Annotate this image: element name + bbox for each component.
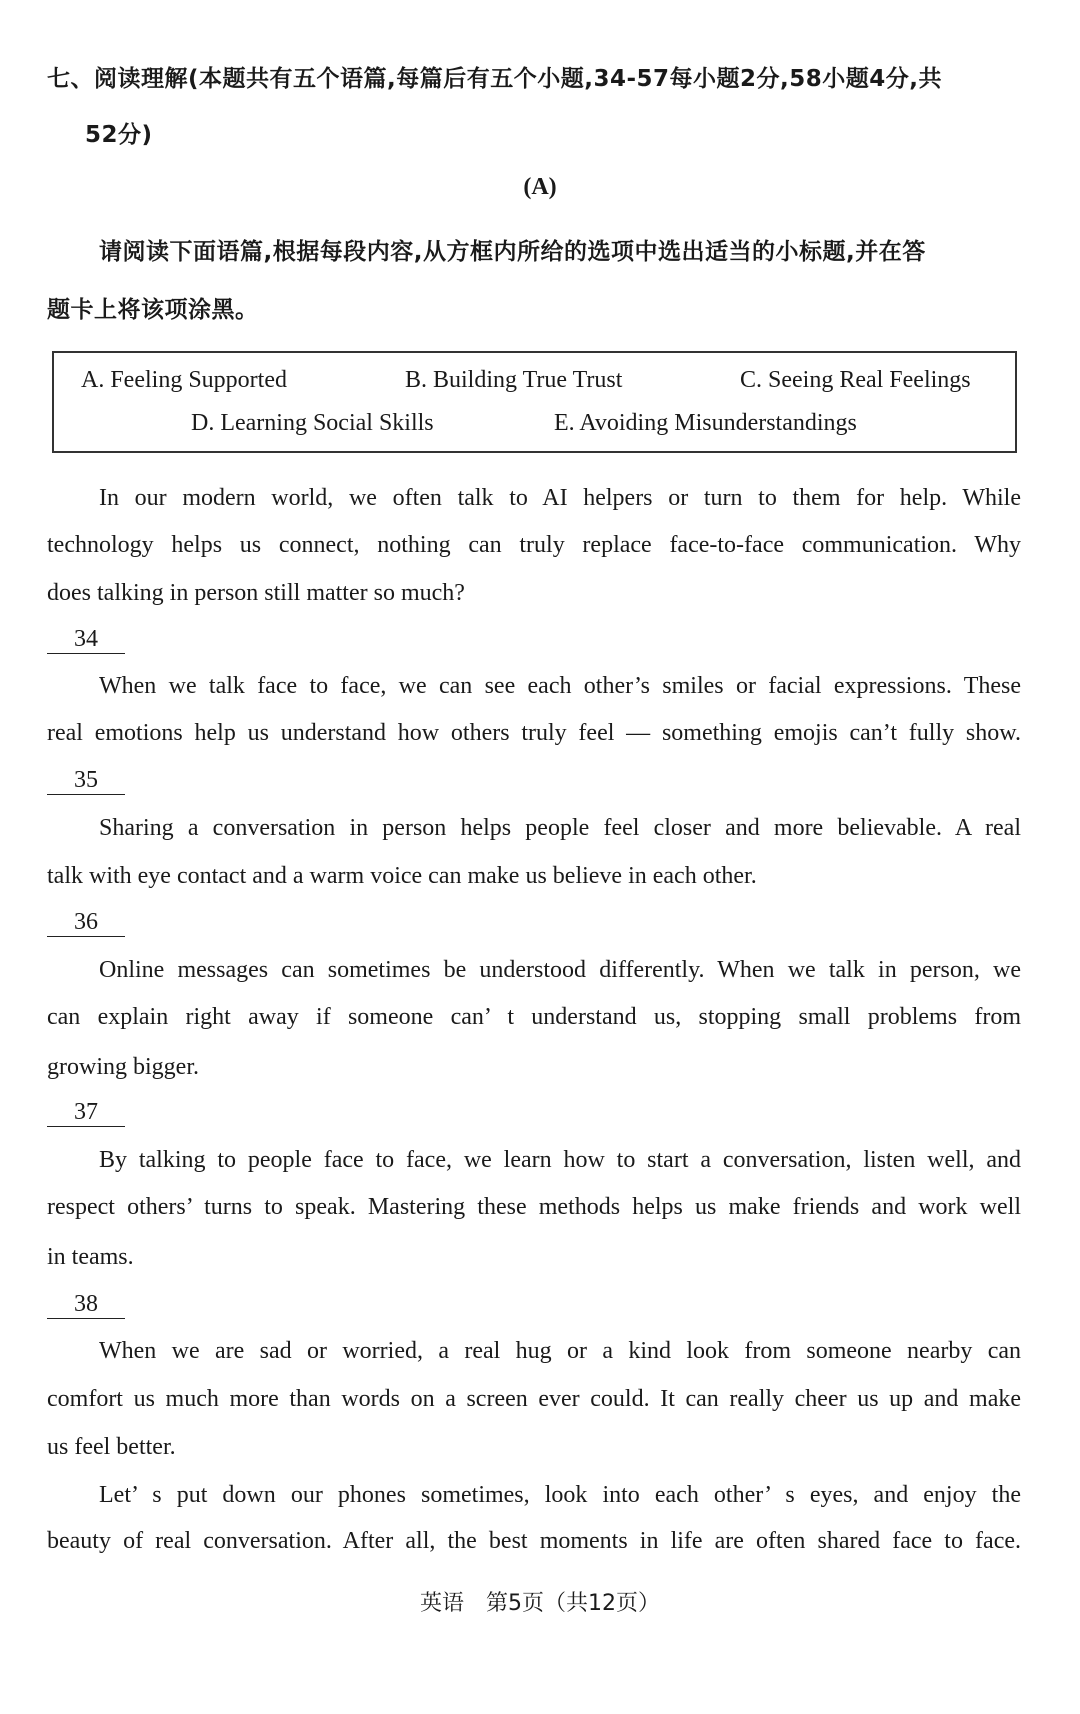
paragraph-5-line: By talking to people face to face, we learn how to start a conversation, listen well, and	[99, 1147, 1021, 1173]
paragraph-4-line: can explain right away if someone can’ t understand us, stopping small problems from	[47, 1004, 1021, 1030]
paragraph-1-line: technology helps us connect, nothing can truly replace face-to-face communication. Why	[47, 532, 1021, 558]
paragraph-6-line: us feel better.	[47, 1434, 176, 1460]
paragraph-6-line: When we are sad or worried, a real hug or a kind look from someone nearby can	[99, 1338, 1021, 1364]
blank-35: 35	[47, 766, 125, 795]
paragraph-5-line: respect others’ turns to speak. Mastering these methods helps us make friends and work well	[47, 1194, 1021, 1220]
paragraph-3-line: talk with eye contact and a warm voice can make us believe in each other.	[47, 863, 757, 889]
blank-34: 34	[47, 625, 125, 654]
options-box	[52, 351, 1017, 453]
paragraph-4-line: growing bigger.	[47, 1054, 199, 1080]
section-header-line2: 52分)	[85, 122, 153, 148]
blank-37: 37	[47, 1098, 125, 1127]
paragraph-3-line: Sharing a conversation in person helps people feel closer and more believable. A real	[99, 815, 1021, 841]
option-c: C. Seeing Real Feelings	[740, 367, 971, 393]
page-footer: 英语 第5页（共12页）	[420, 1591, 660, 1616]
paragraph-5-line: in teams.	[47, 1244, 134, 1270]
instruction-line1: 请阅读下面语篇,根据每段内容,从方框内所给的选项中选出适当的小标题,并在答	[99, 239, 926, 265]
paragraph-7-line: beauty of real conversation. After all, the best moments in life are often shared face to face.	[47, 1528, 1021, 1554]
paragraph-6-line: comfort us much more than words on a screen ever could. It can really cheer us up and make	[47, 1386, 1021, 1412]
passage-label: (A)	[523, 174, 557, 200]
blank-38: 38	[47, 1290, 125, 1319]
paragraph-1-line: In our modern world, we often talk to AI helpers or turn to them for help. While	[99, 485, 1021, 511]
paragraph-7-line: Let’ s put down our phones sometimes, look into each other’ s eyes, and enjoy the	[99, 1482, 1021, 1508]
option-a: A. Feeling Supported	[81, 367, 287, 393]
paragraph-4-line: Online messages can sometimes be understood differently. When we talk in person, we	[99, 957, 1021, 983]
blank-36: 36	[47, 908, 125, 937]
section-header-line1: 七、阅读理解(本题共有五个语篇,每篇后有五个小题,34-57每小题2分,58小题4分,共	[47, 66, 943, 92]
instruction-line2: 题卡上将该项涂黑。	[47, 297, 259, 323]
option-e: E. Avoiding Misunderstandings	[554, 410, 857, 436]
paragraph-2-line: real emotions help us understand how others truly feel — something emojis can’t fully show.	[47, 720, 1021, 746]
paragraph-2-line: When we talk face to face, we can see each other’s smiles or facial expressions. These	[99, 673, 1021, 699]
paragraph-1-line: does talking in person still matter so much?	[47, 580, 465, 606]
option-b: B. Building True Trust	[405, 367, 623, 393]
option-d: D. Learning Social Skills	[191, 410, 434, 436]
